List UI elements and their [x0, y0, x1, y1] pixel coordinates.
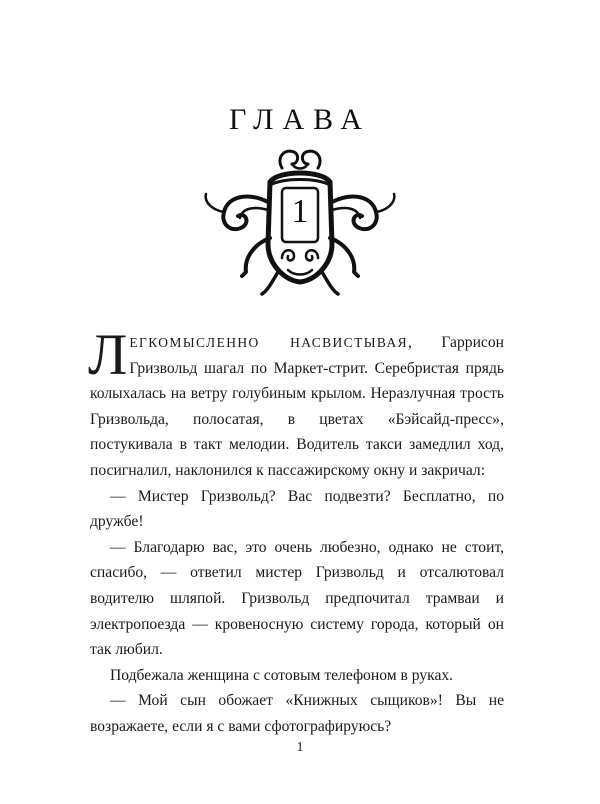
paragraph: — Благодарю вас, это очень любезно, однако не стоит, спасибо, — ответил мистер Гризвольд и отсалютовал водителю шляпой. Гризвольд предпочитал трамваи и электропоезда — кровеносную систему города, который он так любил. — [90, 538, 504, 659]
paragraph: — Мой сын обожает «Книжных сыщиков»! Вы не возражаете, если я с вами сфотографируюсь? — [90, 692, 504, 735]
paragraph-text: , Гаррисон Гризвольд шагал по Маркет-стрит. Серебристая прядь колыхалась на ветру голубиным крылом. Неразлучная трость Гризвольда, полосатая, в цветах «Бэйсайд-пресс», постукивала в такт мелодии. Водитель такси замедлил ход, посигналил, наклонился к пассажирскому окну и закричал: — [90, 334, 504, 479]
paragraph — [88, 322, 504, 484]
chapter-body — [88, 322, 504, 740]
chapter-label: ГЛАВА — [229, 103, 371, 136]
paragraph: — Мистер Гризвольд? Вас подвезти? Бесплатно, по дружбе! — [90, 487, 504, 531]
opening-small-caps: ЕГКОМЫСЛЕННО НАСВИСТЫВАЯ — [129, 335, 409, 350]
page-number: 1 — [296, 740, 304, 755]
drop-cap: Л — [88, 322, 128, 387]
chapter-number: 1 — [291, 193, 309, 230]
paragraph: Подбежала женщина с сотовым телефоном в руках. — [110, 666, 454, 684]
